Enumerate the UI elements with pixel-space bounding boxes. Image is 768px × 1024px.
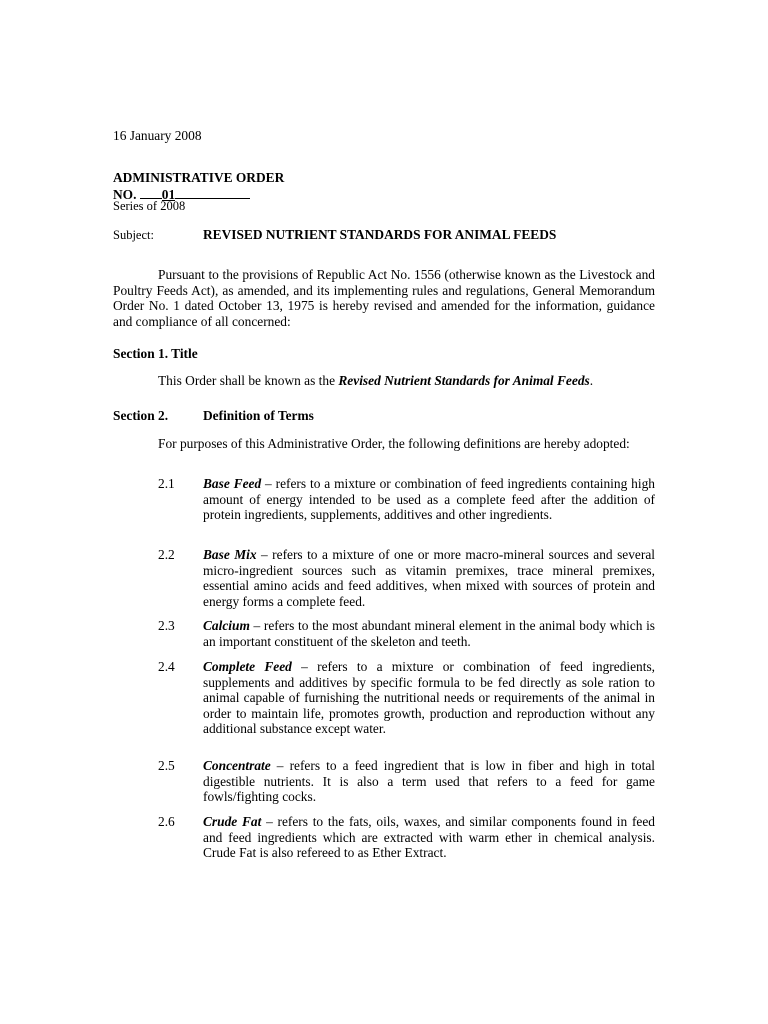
order-number-label: NO. <box>113 187 137 202</box>
definition-term: Base Feed <box>203 476 262 491</box>
section2-heading-number: Section 2. <box>113 408 169 423</box>
section2-heading-title: Definition of Terms <box>203 408 314 423</box>
definition-body: – refers to a mixture or combination of feed ingredients, supplements and additives by specific formula to be fed directly as sole ration to animal capable of furnishing the nutritional needs or requirements of the animal in order to maintain life, promotes growth, production and reproduction without any additional substance except water. <box>203 659 656 736</box>
definition-body: – refers to a mixture of one or more macro-mineral sources and several micro-ingredient sources such as vitamin premixes, trace mineral premixes, essential amino acids and feed additives, when mixed with sources of protein and energy forms a complete feed. <box>203 547 655 609</box>
definition-text <box>203 476 655 523</box>
order-number-blank-post <box>175 185 250 199</box>
definition-number: 2.1 <box>158 476 175 491</box>
definition-term: Concentrate <box>203 758 271 773</box>
order-number-value: 01 <box>161 187 176 202</box>
definition-number: 2.6 <box>158 814 175 829</box>
section1-heading: Section 1. Title <box>113 346 198 361</box>
definition-text <box>203 547 655 609</box>
definition-term: Calcium <box>203 618 250 633</box>
definition-term: Crude Fat <box>203 814 262 829</box>
order-title: ADMINISTRATIVE ORDER <box>113 170 285 185</box>
order-number-blank-pre <box>140 185 162 199</box>
section1-text <box>158 373 593 389</box>
definition-text <box>203 814 655 861</box>
definition-number: 2.4 <box>158 659 175 674</box>
section1-text-before: This Order shall be known as the <box>158 373 339 388</box>
definition-term: Base Mix <box>203 547 257 562</box>
definition-body: – refers to the most abundant mineral element in the animal body which is an important constituent of the skeleton and teeth. <box>203 618 655 649</box>
section1-text-emphasis: Revised Nutrient Standards for Animal Feeds <box>338 373 590 388</box>
definition-text <box>203 659 655 737</box>
preamble-paragraph: Pursuant to the provisions of Republic Act No. 1556 (otherwise known as the Livestock and Poultry Feeds Act), as amended, and its implementing rules and regulations, General Memorandum Order No. 1 dated October 13, 1975 is hereby revised and amended for the information, guidance and compliance of all concerned: <box>113 267 655 329</box>
definition-text <box>203 618 655 649</box>
definition-body: – refers to a mixture or combination of feed ingredients containing high amount of energy intended to be used as a complete feed after the addition of protein ingredients, supplements, additives and other ingredients. <box>203 476 655 522</box>
subject-label: Subject: <box>113 228 154 242</box>
definition-term: Complete Feed <box>203 659 292 674</box>
section2-intro: For purposes of this Administrative Order, the following definitions are hereby adopted: <box>158 436 630 451</box>
subject-text: REVISED NUTRIENT STANDARDS FOR ANIMAL FEEDS <box>203 227 557 242</box>
document-date: 16 January 2008 <box>113 128 202 143</box>
definition-text <box>203 758 655 805</box>
section1-text-after: . <box>589 373 594 388</box>
definition-body: – refers to the fats, oils, waxes, and similar components found in feed and feed ingredients which are extracted with warm ether in chemical analysis. Crude Fat is also refereed to as Ether Extract. <box>203 814 655 860</box>
definition-number: 2.5 <box>158 758 175 773</box>
definition-body: – refers to a feed ingredient that is low in fiber and high in total digestible nutrients. It is also a term used that refers to a feed for game fowls/fighting cocks. <box>203 758 655 804</box>
definition-number: 2.2 <box>158 547 175 562</box>
definition-number: 2.3 <box>158 618 175 633</box>
order-series: Series of 2008 <box>113 199 186 213</box>
